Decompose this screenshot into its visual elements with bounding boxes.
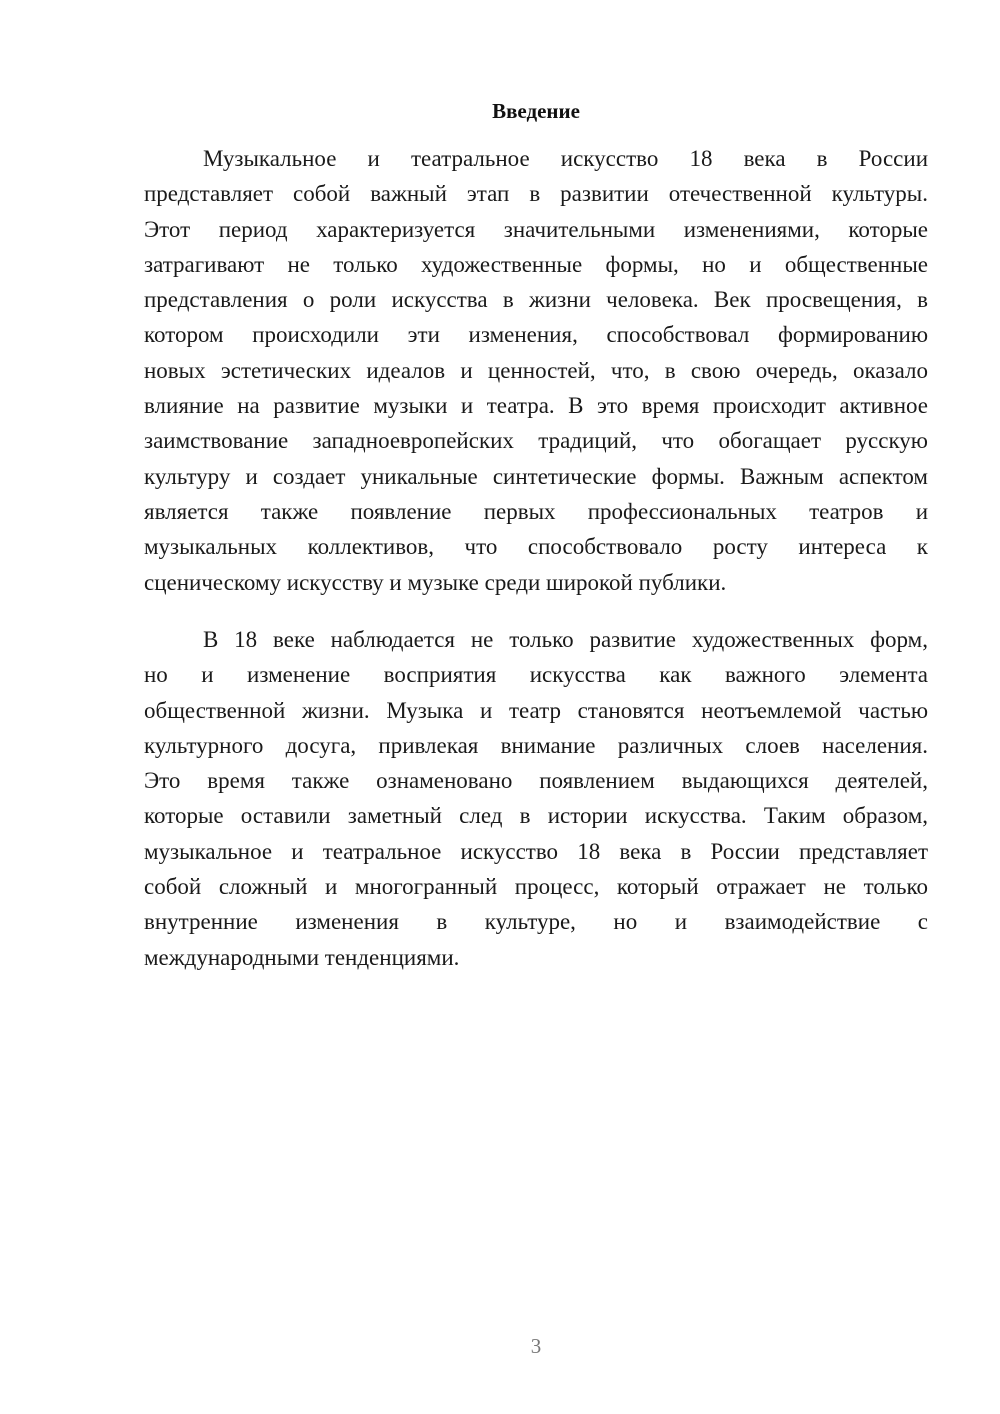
paragraph-line: котором происходили эти изменения, способствовал формированию [144,322,928,348]
section-title: Введение [492,99,580,123]
paragraph-line: собой сложный и многогранный процесс, который отражает не только [144,874,928,900]
paragraph-line: международными тенденциями. [144,944,460,970]
paragraph-line: представления о роли искусства в жизни человека. Век просвещения, в [144,287,928,313]
paragraph-line: Это время также ознаменовано появлением выдающихся деятелей, [144,768,928,794]
paragraph-line: музыкальных коллективов, что способствовало росту интереса к [144,534,928,560]
paragraph-line: культуру и создает уникальные синтетические формы. Важным аспектом [144,463,928,489]
paragraph-line: заимствование западноевропейских традиций, что обогащает русскую [144,428,928,454]
paragraph-line: является также появление первых профессиональных театров и [144,498,928,524]
paragraph-line: В 18 веке наблюдается не только развитие художественных форм, [203,627,928,652]
paragraph-line: сценическому искусству и музыке среди широкой публики. [144,569,727,595]
paragraph-line: музыкальное и театральное искусство 18 века в России представляет [144,838,928,864]
paragraph-line: новых эстетических идеалов и ценностей, что, в свою очередь, оказало [144,357,928,383]
paragraph-line: затрагивают не только художественные формы, но и общественные [144,251,928,277]
paragraph-line: Этот период характеризуется значительными изменениями, которые [144,216,928,242]
paragraph-line: внутренние изменения в культуре, но и взаимодействие с [144,909,928,935]
paragraph-1 [144,141,928,600]
paragraph-line: культурного досуга, привлекая внимание различных слоев населения. [144,732,928,758]
paragraph-line: общественной жизни. Музыка и театр становятся неотъемлемой частью [144,697,928,723]
page-number: 3 [530,1334,542,1358]
paragraph-line: влияние на развитие музыки и театра. В это время происходит активное [144,393,928,419]
paragraph-line: представляет собой важный этап в развитии отечественной культуры. [144,181,928,207]
paragraph-line: но и изменение восприятия искусства как важного элемента [144,662,928,688]
paragraph-2 [144,622,928,975]
paragraph-line: Музыкальное и театральное искусство 18 века в России [203,146,928,171]
paragraph-line: которые оставили заметный след в истории искусства. Таким образом, [144,803,928,829]
